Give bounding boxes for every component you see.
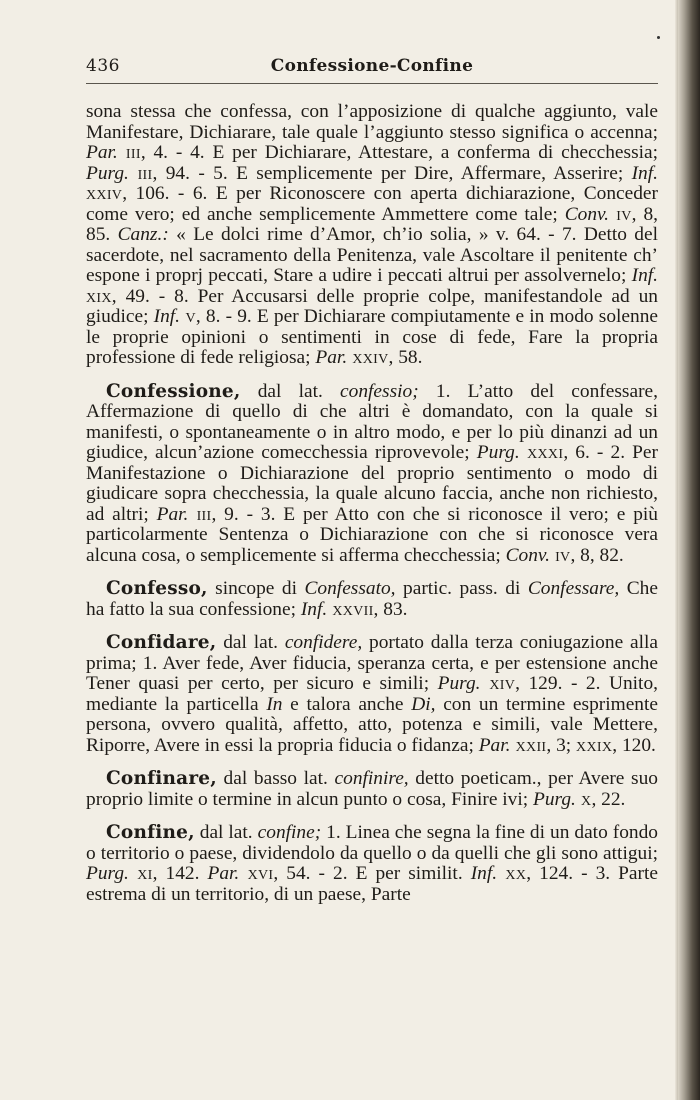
entry-confine xyxy=(86,823,658,905)
citation-work: Inf. xyxy=(470,863,498,884)
citation-work: Inf. xyxy=(300,598,328,620)
text-run: , 4. - 4. E per Dichiarare, Attestare, a conferma di checchessia; xyxy=(140,142,658,163)
citation-canto: xxiv xyxy=(86,183,123,204)
text-run: , 8, 85. xyxy=(86,203,658,245)
page-header xyxy=(86,50,658,84)
headword: Confessione, xyxy=(106,380,241,402)
page-number: 436 xyxy=(86,56,120,76)
citation-canto: xxxi xyxy=(519,442,564,463)
etymology: confessio; xyxy=(340,380,419,402)
text-run: detto poeticam., per Avere suo proprio limite o termine in alcun punto o cosa, Finire ivi; xyxy=(86,768,658,810)
citation-canto: xiv xyxy=(480,673,516,694)
text-run: partic. pass. di xyxy=(395,578,528,599)
citation-canto: xxii xyxy=(510,734,547,756)
text-run: , 129. - 2. Unito, mediante la particella xyxy=(86,673,658,715)
citation-canto: iii xyxy=(128,162,153,184)
page-edge-shadow xyxy=(678,0,700,1100)
citation-canto: xi xyxy=(128,863,153,884)
citation-work: Purg. xyxy=(86,162,129,184)
citation-work: Canz.: xyxy=(117,224,169,245)
text-run: , 49. - 8. Per Accusarsi delle proprie colpe, manifestandole ad un giudice; xyxy=(86,285,658,327)
headword: Confine, xyxy=(106,822,195,843)
continued-paragraph xyxy=(86,102,658,369)
text-run: « Le dolci rime d’Amor, ch’io solia, » v. 64. - 7. Detto del sacerdote, nel sacramento della Penitenza, vale Ascoltare il penitente ch’ espone i proprj peccati, Stare a udire i peccati altrui per assolvernelo; xyxy=(86,224,658,286)
text-run: con un termine esprimente persona, ovvero qualità, affetto, atto, potenza e simili, vale Mettere, Riporre, Avere in essi la propria fiducia o fidanza; xyxy=(86,693,658,756)
citation-canto: iv xyxy=(549,544,571,566)
running-title: Confessione-Confine xyxy=(270,56,474,76)
citation-work: Purg. xyxy=(476,442,520,463)
text-run: , 8, 82. xyxy=(570,544,624,566)
text-run: sona stessa che confessa, con l’apposizione di qualche aggiunto, vale Manifestare, Dichiarare, tale quale l’aggiunto stesso significa o accenna; xyxy=(86,101,658,143)
citation-canto: xxiv xyxy=(347,347,389,368)
citation-work: Par. xyxy=(86,142,118,163)
particle: In xyxy=(266,693,283,715)
entry-confesso xyxy=(86,579,658,620)
text-run: sincope di xyxy=(207,578,305,599)
citation-canto: v xyxy=(180,306,196,327)
citation-work: Conv. xyxy=(564,203,610,225)
text-run: , 124. - 3. Parte estrema di un territorio, di un paese, Parte xyxy=(86,863,658,905)
citation-canto: xxvii xyxy=(327,598,374,620)
citation-work: Conv. xyxy=(505,544,550,566)
citation-work: Inf. xyxy=(631,162,658,184)
text-run: 1. Linea che segna la fine di un dato fondo o territorio o paese, dividendolo da quello o da quelli che gli sono attigui; xyxy=(86,822,658,864)
citation-work: Inf. xyxy=(153,306,181,327)
citation-canto: iv xyxy=(609,203,632,225)
text-run: , 6. - 2. Per Manifestazione o Dichiarazione del proprio sentimento o modo di giudicare sopra checchessia, la quale alcuno faccia, anche non richiesto, ad altri; xyxy=(86,442,658,525)
text-run: dal lat. xyxy=(240,380,341,402)
text-run: , 54. - 2. E per similit. xyxy=(273,863,471,884)
text-run: , 83. xyxy=(373,598,408,620)
entry-confidare xyxy=(86,633,658,756)
citation-canto: iii xyxy=(188,503,212,525)
text-run: e talora anche xyxy=(282,693,412,715)
citation-work: Par. xyxy=(207,863,240,884)
etymology: confidere, xyxy=(284,632,363,653)
text-run: , 9. - 3. E per Atto con che si riconosce il vero; e più particolarmente Sentenza o Dichiarazione con che si riconosce vera alcuna cosa, o semplicemente si afferma checchessia; xyxy=(86,503,658,566)
citation-canto: xxix xyxy=(576,734,613,756)
text-run: dal basso lat. xyxy=(216,768,335,789)
text-run: , 8. - 9. E per Dichiarare compiutamente e in modo solenne le proprie opinioni o sentimenti in cose di fede, Fare la propria professione di fede religiosa; xyxy=(86,306,659,368)
citation-work: Par. xyxy=(315,347,348,368)
text-run: dal lat. xyxy=(194,822,258,843)
text-run: , 22. xyxy=(591,788,626,810)
text-run: portato dalla terza coniugazione alla prima; 1. Aver fede, Aver fiducia, speranza certa, e per estensione anche Tener quasi per certo, per sicuro e simili; xyxy=(86,632,658,694)
headword: Confinare, xyxy=(106,768,217,789)
text-run: , 142. xyxy=(152,863,208,884)
text-run: 1. L’atto del confessare, Affermazione di quello di che altri è domandato, con la quale si manifesti, o spontaneamente o in altro modo, e per lo più dinanzi ad un giudice, alcun’azione comecchessia riprovevole; xyxy=(86,380,658,463)
citation-canto: xix xyxy=(86,285,112,307)
particle: Di, xyxy=(411,693,436,715)
etymology: confine; xyxy=(257,822,322,843)
etymology: confinire, xyxy=(334,768,409,789)
entry-confessione xyxy=(86,382,658,567)
entry-confinare xyxy=(86,769,658,810)
headword: Confidare, xyxy=(106,632,217,653)
cross-reference: Confessare, xyxy=(527,578,620,599)
citation-work: Purg. xyxy=(437,673,481,694)
text-run: , 3; xyxy=(546,734,577,756)
citation-canto: xvi xyxy=(239,863,274,884)
text-run: , 106. - 6. E per Riconoscere con aperta dichiarazione, Conceder come vero; ed anche semplicemente Ammettere come tale; xyxy=(86,183,658,225)
citation-work: Purg. xyxy=(532,788,576,810)
cross-reference: Confessato, xyxy=(304,578,396,599)
header-rule xyxy=(86,83,658,84)
page-body xyxy=(86,102,658,905)
citation-work: Inf. xyxy=(631,265,658,286)
text-run: Che ha fatto la sua confessione; xyxy=(86,578,658,620)
citation-canto: iii xyxy=(117,142,141,163)
ink-speck xyxy=(657,36,660,39)
citation-canto: xx xyxy=(497,863,527,884)
citation-work: Par. xyxy=(156,503,189,525)
citation-work: Purg. xyxy=(86,863,129,884)
citation-canto: x xyxy=(575,788,592,810)
text-run: , 58. xyxy=(388,347,423,368)
text-run: , 120. xyxy=(612,734,656,756)
text-run: , 94. - 5. E semplicemente per Dire, Affermare, Asserire; xyxy=(152,162,632,184)
text-run: dal lat. xyxy=(216,632,285,653)
headword: Confesso, xyxy=(106,578,208,599)
citation-work: Par. xyxy=(478,734,511,756)
